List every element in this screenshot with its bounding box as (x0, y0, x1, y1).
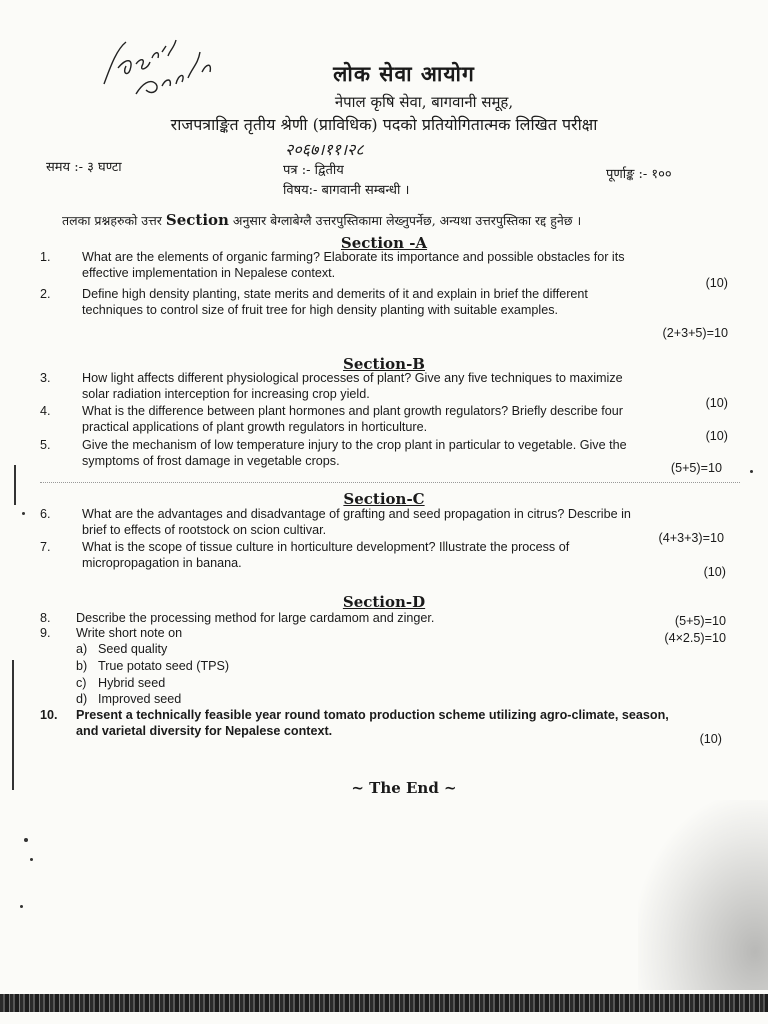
section-b-heading: Section-B (343, 355, 425, 373)
question-number: 10. (40, 708, 58, 722)
question-line: brief to effects of rootstock on scion cultivar. (82, 522, 327, 537)
section-d-heading: Section-D (342, 593, 426, 611)
scan-artifact (20, 905, 23, 908)
service-group: नेपाल कृषि सेवा, बागवानी समूह, (334, 93, 514, 111)
question-line: solar radiation interception for increasing crop yield. (82, 386, 370, 401)
scan-artifact (24, 838, 28, 842)
exam-date: २०६७।११।२८ (285, 140, 364, 159)
exam-title: राजपत्राङ्कित तृतीय श्रेणी (प्राविधिक) पदको प्रतियोगितात्मक लिखित परीक्षा (170, 115, 598, 134)
scan-artifact (22, 512, 25, 515)
sub-item: d) Improved seed (76, 692, 182, 706)
question-number: 2. (40, 287, 51, 301)
question-number: 1. (40, 250, 51, 264)
scan-artifact (14, 465, 16, 505)
question-marks: (4×2.5)=10 (664, 631, 726, 645)
question-line: micropropagation in banana. (82, 555, 242, 570)
question-line: What are the elements of organic farming? Elaborate its importance and possible obstacles for its (82, 250, 625, 264)
question-marks: (5+5)=10 (670, 461, 722, 475)
end-marker: ~ The End ~ (351, 779, 457, 797)
question-number: 7. (40, 540, 51, 554)
question-line: Describe the processing method for large cardamom and zinger. (76, 611, 435, 625)
question-line: What are the advantages and disadvantage of grafting and seed propagation in citrus? Describe in (82, 507, 631, 521)
question-marks: (10) (699, 732, 722, 746)
subject: विषय:- बागवानी सम्बन्धी । (283, 183, 410, 198)
question-number: 5. (40, 438, 51, 452)
scan-divider (40, 482, 740, 483)
paper-number: पत्र :- द्वितीय (283, 163, 344, 178)
instruction-keyword: Section (165, 211, 229, 229)
scan-shadow (638, 800, 768, 990)
question-line: How light affects different physiological processes of plant? Give any five techniques to maximize (82, 371, 623, 385)
question-marks: (10) (703, 565, 726, 579)
question-marks: (4+3+3)=10 (658, 531, 724, 545)
exam-duration: समय :- ३ घण्टा (46, 160, 122, 175)
question-line: practical applications of plant growth regulators in horticulture. (82, 419, 428, 434)
sub-item: b) True potato seed (TPS) (76, 659, 230, 673)
sub-item: a) Seed quality (76, 642, 168, 656)
sub-item: c) Hybrid seed (76, 676, 166, 690)
question-line: What is the scope of tissue culture in horticulture development? Illustrate the process of (82, 540, 570, 554)
question-line: Give the mechanism of low temperature injury to the crop plant in particular to vegetable. Give the (82, 438, 627, 452)
section-a-heading: Section -A (340, 234, 428, 252)
instruction (62, 211, 742, 229)
question-number: 3. (40, 371, 51, 385)
question-line: effective implementation in Nepalese context. (82, 265, 336, 280)
question-line: and varietal diversity for Nepalese context. (76, 723, 333, 738)
question-line: Present a technically feasible year round tomato production scheme utilizing agro-climate, season, (76, 708, 669, 722)
organization-title: लोक सेवा आयोग (333, 61, 475, 86)
instruction-suffix: अनुसार बेग्लाबेग्लै उत्तरपुस्तिकामा लेख्नुपर्नेछ, अन्यथा उत्तरपुस्तिका रद्द हुनेछ । (232, 213, 582, 228)
question-marks: (10) (705, 396, 728, 410)
full-marks: पूर्णाङ्क :- १०० (606, 167, 672, 182)
question-number: 4. (40, 404, 51, 418)
question-line: Write short note on (76, 626, 183, 640)
section-c-heading: Section-C (343, 490, 425, 508)
question-line: symptoms of frost damage in vegetable crops. (82, 453, 340, 468)
question-line: Define high density planting, state merits and demerits of it and explain in brief the different (82, 287, 588, 301)
instruction-prefix: तलका प्रश्नहरुको उत्तर (62, 213, 162, 228)
question-line: techniques to control size of fruit tree for high density planting with suitable examples. (82, 302, 559, 317)
question-number: 6. (40, 507, 51, 521)
question-line: What is the difference between plant hormones and plant growth regulators? Briefly describe four (82, 404, 623, 418)
scan-artifact (12, 660, 14, 790)
question-marks: (2+3+5)=10 (662, 326, 728, 340)
question-number: 8. (40, 611, 51, 625)
question-number: 9. (40, 626, 51, 640)
scan-edge (0, 994, 768, 1012)
question-marks: (5+5)=10 (674, 614, 726, 628)
scan-artifact (750, 470, 753, 473)
scan-artifact (30, 858, 33, 861)
question-marks: (10) (705, 276, 728, 290)
question-marks: (10) (705, 429, 728, 443)
